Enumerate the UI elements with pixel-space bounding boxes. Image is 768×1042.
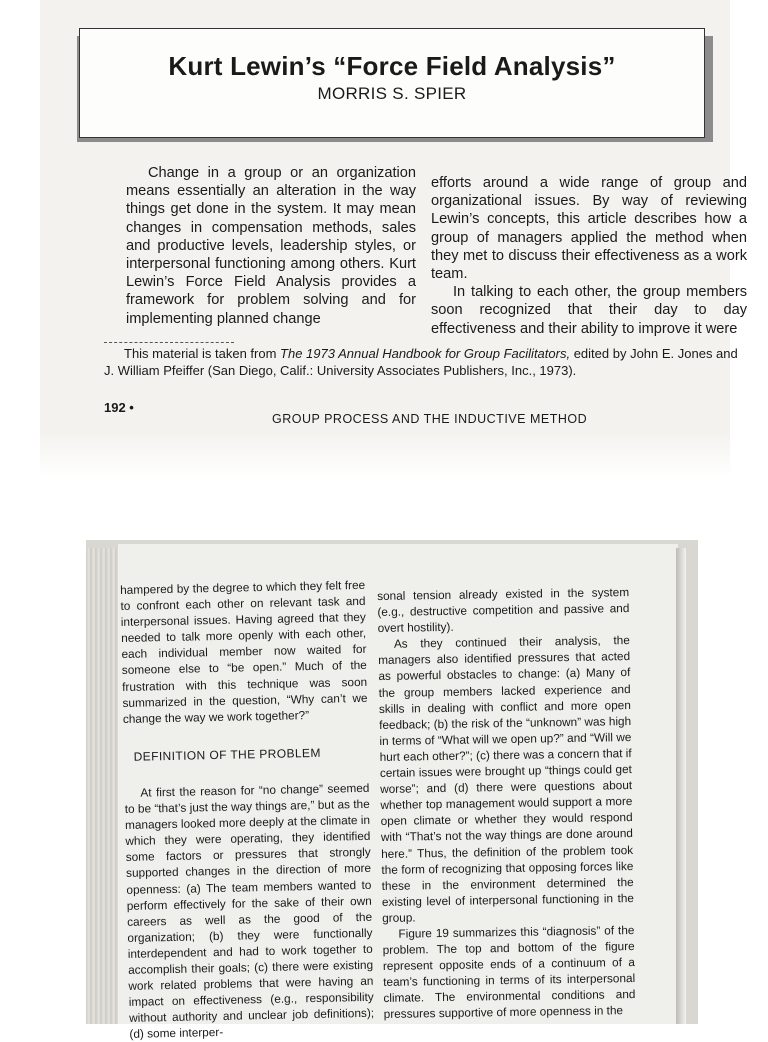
no-change-paragraph: At first the reason for “no change” seemed to be “that’s just the way things are,” but as the managers looked more deeply at the climate in which they were operating, they identified some factors or pressures that strongly supported changes in the direction of more openness: (a) The team members wanted to perform effectively for the sake of their own careers as well as the good of the organization; (b) they were functionally interdependent and had to work together to accomplish their goals; (c) there were existing work related problems that were having an impact on effectiveness (e.g., responsibility without authority and unclear job definitions); (d) some interper- [124, 780, 375, 1042]
hampered-paragraph: hampered by the degree to which they felt free to confront each other on relevant task and interpersonal issues. Having agreed that they needed to talk more openly with each other, each individual member now waited for someone else to “be open.” Much of the frustration with this technique was soon summarized in the question, “Why can’t we change the way we work together?” [120, 577, 368, 726]
footnote-tail: edited by John E. Jones and J. William Pfeiffer (San Diego, Calif.: University Associates Publishers, Inc., 1973). [104, 346, 738, 378]
page-number: 192 • [104, 400, 134, 415]
bottom-left-column [120, 577, 375, 1042]
bottom-page-scan [118, 544, 678, 1042]
intro-continuation-paragraph: efforts around a wide range of group and organizational issues. By way of reviewing Lewin’s concepts, this article describes how a group of managers applied the method when they met to discuss their effectiveness as a work team. [431, 175, 747, 283]
article-title: Kurt Lewin’s “Force Field Analysis” [168, 51, 616, 81]
page-bottom-fade [40, 432, 730, 478]
running-head: GROUP PROCESS AND THE INDUCTIVE METHOD [272, 412, 588, 426]
intro-paragraph: Change in a group or an organization means essentially an alteration in the way things get done in the system. It may mean changes in compensation methods, sales and productive levels, leadership styles, or interpersonal functioning among others. Kurt Lewin’s Force Field Analysis provides a framework for problem solving and for implementing planned change [126, 165, 416, 327]
top-left-column [126, 164, 416, 328]
footnote [104, 346, 744, 379]
bottom-right-column [377, 584, 636, 1022]
article-author: MORRIS S. SPIER [317, 84, 467, 103]
top-page-scan [40, 0, 747, 478]
page-right-edge [676, 548, 686, 1024]
footnote-rule [104, 342, 234, 343]
footnote-source-title: The 1973 Annual Handbook for Group Facilitators, [280, 346, 571, 361]
tension-paragraph: sonal tension already existed in the system (e.g., destructive competition and passive and overt hostility). [377, 585, 630, 636]
top-right-column [431, 174, 747, 338]
talking-paragraph: In talking to each other, the group members soon recognized that their day to day effectiveness and their ability to improve it were [431, 284, 747, 337]
footnote-lead: This material is taken from [124, 346, 281, 361]
section-heading: DEFINITION OF THE PROBLEM [133, 745, 321, 764]
title-box [79, 28, 705, 138]
figure-summary-paragraph: Figure 19 summarizes this “diagnosis” of the problem. The top and bottom of the figure represent opposite ends of a continuum of a team’s functioning in terms of its interpersonal climate. The environmental conditions and pressures supportive of more openness in the [382, 922, 636, 1022]
obstacles-paragraph: As they continued their analysis, the managers also identified pressures that acted as powerful obstacles to change: (a) Many of the group members lacked experience and skills in dealing with conflict and more open feedback; (b) the risk of the “unknown” was high in terms of “What will we open up?” and “Will we hurt each other?”; (c) there was a concern that if certain issues were brought up “things could get worse”; and (d) there were questions about whether top management would support a more open climate or whether they would respond with “That’s not the way things are done around here.” Thus, the definition of the problem took the form of recognizing that opposing forces like these in the environment determined the existing level of interpersonal functioning in the group. [378, 633, 635, 925]
